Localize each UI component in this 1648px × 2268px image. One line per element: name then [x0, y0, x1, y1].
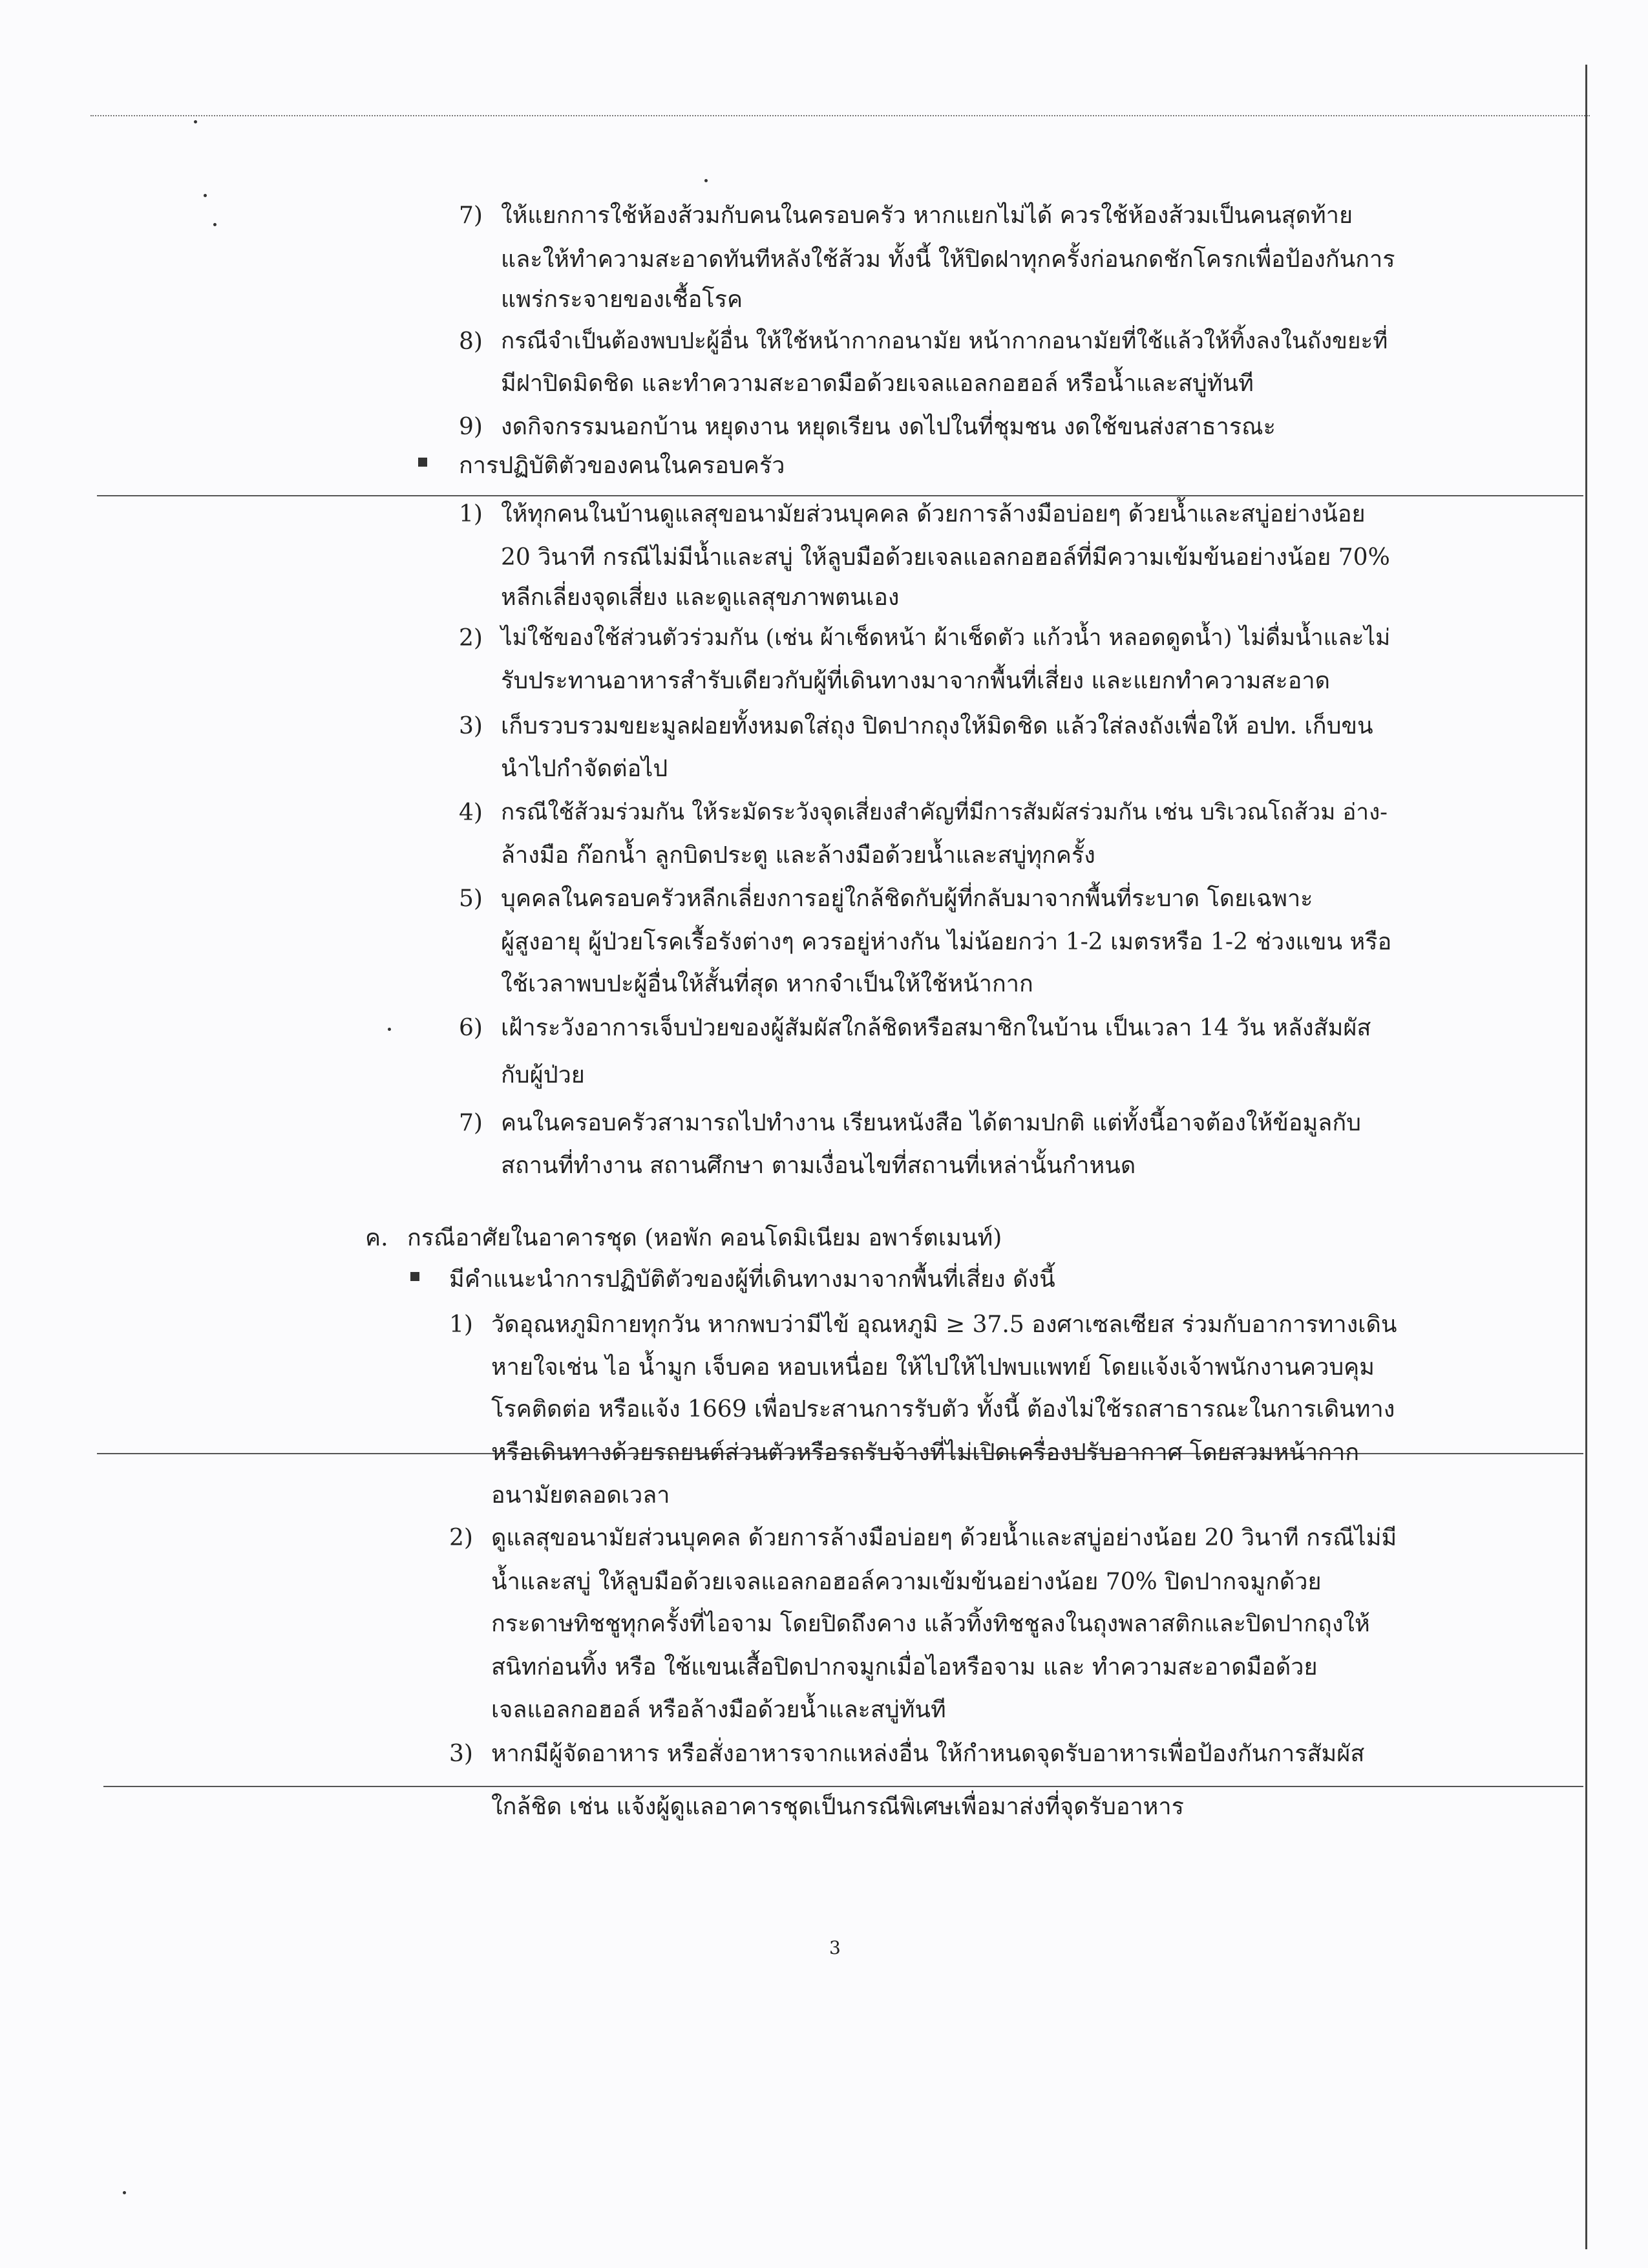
list-number: 5): [459, 885, 483, 912]
text-line: หรือเดินทางด้วยรถยนต์ส่วนตัวหรือรถรับจ้างที่ไม่เปิดเครื่องปรับอากาศ โดยสวมหน้ากาก: [491, 1439, 1359, 1466]
list-number: 1): [449, 1311, 473, 1338]
text-line: รับประทานอาหารสำรับเดียวกับผู้ที่เดินทางมาจากพื้นที่เสี่ยง และแยกทำความสะอาด: [501, 668, 1330, 694]
list-number: 9): [459, 414, 483, 440]
list-number: 7): [459, 202, 483, 229]
square-bullet-icon: [410, 1272, 419, 1281]
text-line: มีฝาปิดมิดชิด และทำความสะอาดมือด้วยเจลแอลกอฮอล์ หรือน้ำและสบู่ทันที: [501, 370, 1254, 397]
text-line: กรณีจำเป็นต้องพบปะผู้อื่น ให้ใช้หน้ากากอนามัย หน้ากากอนามัยที่ใช้แล้วให้ทิ้งลงในถังขยะที่: [501, 328, 1388, 354]
text-line: หายใจเช่น ไอ น้ำมูก เจ็บคอ หอบเหนื่อย ให้ไปให้ไปพบแพทย์ โดยแจ้งเจ้าพนักงานควบคุม: [491, 1354, 1375, 1381]
text-line: ให้ทุกคนในบ้านดูแลสุขอนามัยส่วนบุคคล ด้วยการล้างมือบ่อยๆ ด้วยน้ำและสบู่อย่างน้อย: [501, 501, 1366, 527]
text-line: เก็บรวบรวมขยะมูลฝอยทั้งหมดใส่ถุง ปิดปากถุงให้มิดชิด แล้วใส่ลงถังเพื่อให้ อปท. เก็บขน: [501, 713, 1373, 739]
square-bullet-icon: [418, 458, 427, 467]
text-line: งดกิจกรรมนอกบ้าน หยุดงาน หยุดเรียน งดไปในที่ชุมชน งดใช้ขนส่งสาธารณะ: [501, 414, 1276, 440]
text-line: 20 วินาที กรณีไม่มีน้ำและสบู่ ให้ลูบมือด้วยเจลแอลกอฮอล์ที่มีความเข้มข้นอย่างน้อย 70%: [501, 544, 1390, 571]
scan-speck: [204, 194, 207, 197]
section-heading-family: การปฏิบัติตัวของคนในครอบครัว: [459, 452, 785, 479]
scan-speck: [388, 1028, 391, 1031]
list-number: 7): [459, 1110, 483, 1136]
text-line: น้ำและสบู่ ให้ลูบมือด้วยเจลแอลกอฮอล์ความเข้มข้นอย่างน้อย 70% ปิดปากจมูกด้วย: [491, 1569, 1322, 1595]
scan-line-top: [90, 115, 1590, 116]
scan-line-bottom: [103, 1786, 1583, 1787]
text-line: กระดาษทิชชูทุกครั้งที่ไอจาม โดยปิดถึงคาง แล้วทิ้งทิชชูลงในถุงพลาสติกและปิดปากถุงให้: [491, 1611, 1370, 1637]
text-line: แพร่กระจายของเชื้อโรค: [501, 286, 743, 313]
text-line: กรณีใช้ส้วมร่วมกัน ให้ระมัดระวังจุดเสี่ยงสำคัญที่มีการสัมผัสร่วมกัน เช่น บริเวณโถส้วม อ่าง-: [501, 800, 1388, 825]
text-line: กับผู้ป่วย: [501, 1062, 585, 1088]
text-line: อนามัยตลอดเวลา: [491, 1482, 670, 1509]
text-line: บุคคลในครอบครัวหลีกเลี่ยงการอยู่ใกล้ชิดกับผู้ที่กลับมาจากพื้นที่ระบาด โดยเฉพาะ: [501, 885, 1313, 912]
text-line: คนในครอบครัวสามารถไปทำงาน เรียนหนังสือ ได้ตามปกติ แต่ทั้งนี้อาจต้องให้ข้อมูลกับ: [501, 1110, 1361, 1136]
text-line: ผู้สูงอายุ ผู้ป่วยโรคเรื้อรังต่างๆ ควรอยู่ห่างกัน ไม่น้อยกว่า 1-2 เมตรหรือ 1-2 ช่วงแขน หรือ: [501, 929, 1392, 955]
list-number: 1): [459, 501, 483, 527]
list-number: 6): [459, 1015, 483, 1041]
text-line: เจลแอลกอฮอล์ หรือล้างมือด้วยน้ำและสบู่ทันที: [491, 1697, 946, 1723]
text-line: นำไปกำจัดต่อไป: [501, 756, 668, 782]
list-number: 8): [459, 328, 483, 355]
text-line: หลีกเลี่ยงจุดเสี่ยง และดูแลสุขภาพตนเอง: [501, 584, 900, 611]
text-line: และให้ทำความสะอาดทันทีหลังใช้ส้วม ทั้งนี้ ให้ปิดฝาทุกครั้งก่อนกดชักโครกเพื่อป้องกันการ: [501, 246, 1395, 273]
list-number: 3): [449, 1741, 473, 1767]
scan-speck: [123, 2191, 126, 2194]
text-line: ไม่ใช้ของใช้ส่วนตัวร่วมกัน (เช่น ผ้าเช็ดหน้า ผ้าเช็ดตัว แก้วน้ำ หลอดดูดน้ำ) ไม่ดื่มน้ำและไม่: [501, 625, 1391, 651]
text-line: ใกล้ชิด เช่น แจ้งผู้ดูแลอาคารชุดเป็นกรณีพิเศษเพื่อมาส่งที่จุดรับอาหาร: [491, 1794, 1184, 1820]
text-line: หากมีผู้จัดอาหาร หรือสั่งอาหารจากแหล่งอื่น ให้กำหนดจุดรับอาหารเพื่อป้องกันการสัมผัส: [491, 1741, 1365, 1767]
page-number: 3: [829, 1937, 841, 1958]
text-line: ล้างมือ ก๊อกน้ำ ลูกบิดประตู และล้างมือด้วยน้ำและสบู่ทุกครั้ง: [501, 842, 1095, 869]
text-line: ดูแลสุขอนามัยส่วนบุคคล ด้วยการล้างมือบ่อยๆ ด้วยน้ำและสบู่อย่างน้อย 20 วินาที กรณีไม่มี: [491, 1525, 1397, 1551]
section-heading-condo: กรณีอาศัยในอาคารชุด (หอพัก คอนโดมิเนียม อพาร์ตเมนท์): [407, 1225, 1002, 1251]
scan-vertical-line: [1585, 65, 1587, 2249]
text-line: สนิทก่อนทิ้ง หรือ ใช้แขนเสื้อปิดปากจมูกเมื่อไอหรือจาม และ ทำความสะอาดมือด้วย: [491, 1654, 1318, 1680]
section-subheading: มีคำแนะนำการปฏิบัติตัวของผู้ที่เดินทางมาจากพื้นที่เสี่ยง ดังนี้: [449, 1266, 1055, 1293]
text-line: สถานที่ทำงาน สถานศึกษา ตามเงื่อนไขที่สถานที่เหล่านั้นกำหนด: [501, 1152, 1136, 1179]
scan-speck: [213, 223, 217, 226]
scan-speck: [704, 179, 708, 182]
scan-speck: [194, 120, 197, 123]
text-line: เฝ้าระวังอาการเจ็บป่วยของผู้สัมผัสใกล้ชิดหรือสมาชิกในบ้าน เป็นเวลา 14 วัน หลังสัมผัส: [501, 1015, 1371, 1041]
list-number: 4): [459, 800, 483, 826]
scan-line-family: [97, 495, 1583, 496]
text-line: ให้แยกการใช้ห้องส้วมกับคนในครอบครัว หากแยกไม่ได้ ควรใช้ห้องส้วมเป็นคนสุดท้าย: [501, 202, 1353, 229]
list-number: 3): [459, 713, 483, 739]
section-label: ค.: [365, 1225, 388, 1251]
list-number: 2): [459, 625, 483, 652]
list-number: 2): [449, 1525, 473, 1551]
text-line: ใช้เวลาพบปะผู้อื่นให้สั้นที่สุด หากจำเป็นให้ใช้หน้ากาก: [501, 971, 1033, 997]
text-line: โรคติดต่อ หรือแจ้ง 1669 เพื่อประสานการรับตัว ทั้งนี้ ต้องไม่ใช้รถสาธารณะในการเดินทาง: [491, 1396, 1395, 1423]
text-line: วัดอุณหภูมิกายทุกวัน หากพบว่ามีไข้ อุณหภูมิ ≥ 37.5 องศาเซลเซียส ร่วมกับอาการทางเดิน: [491, 1311, 1397, 1338]
